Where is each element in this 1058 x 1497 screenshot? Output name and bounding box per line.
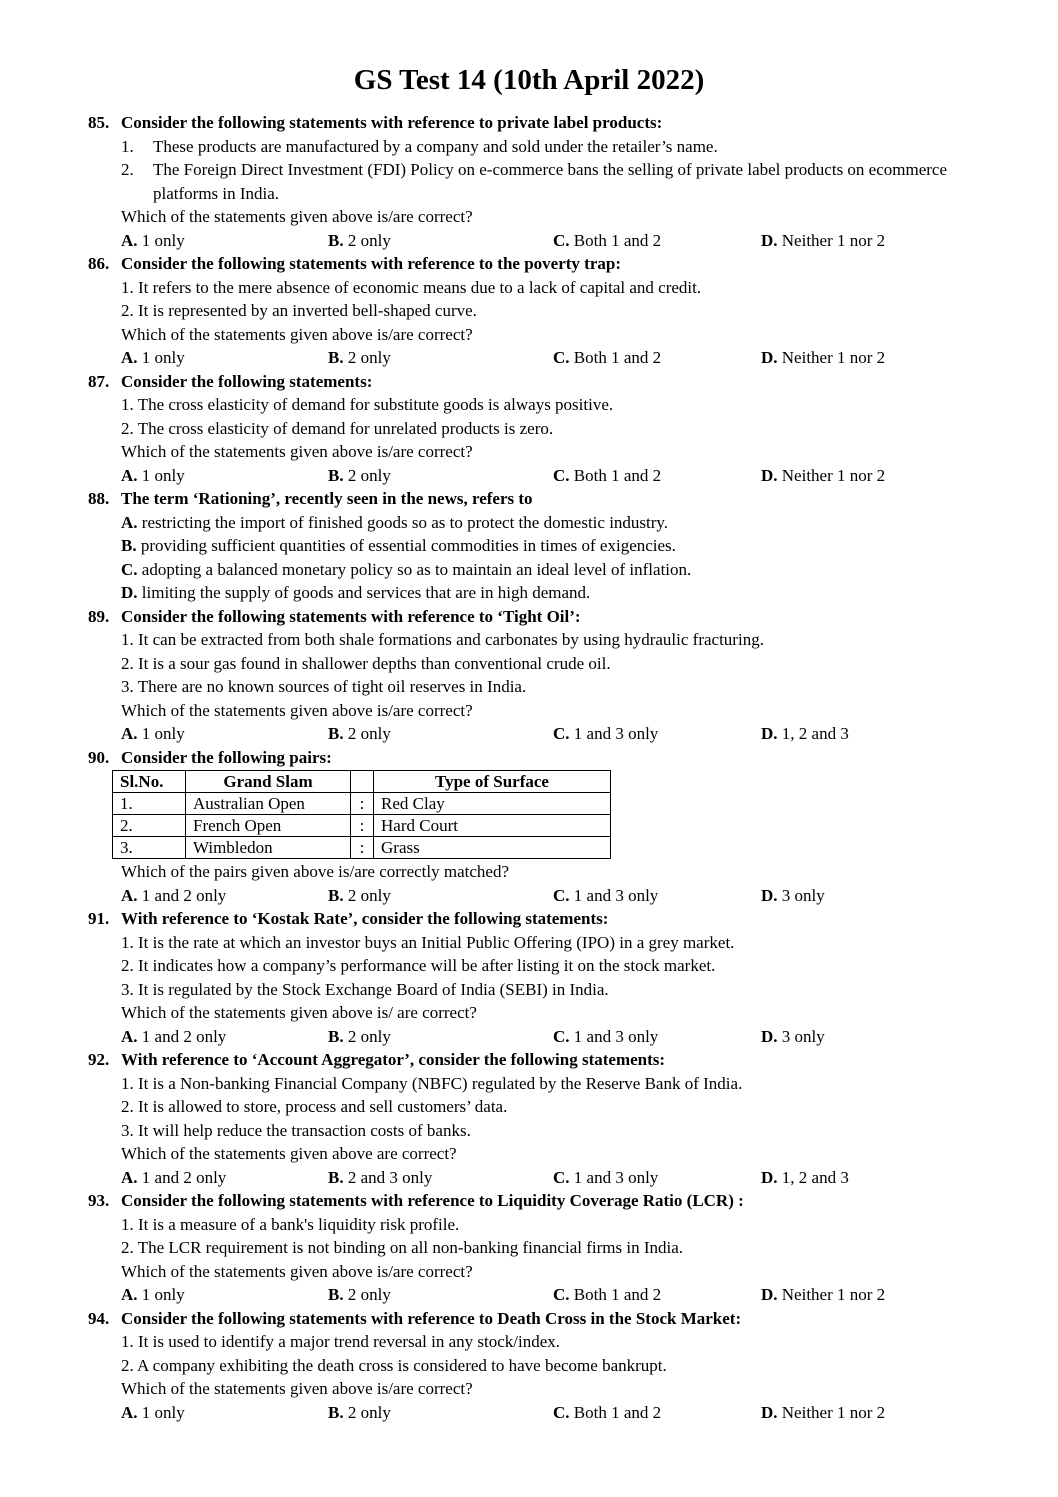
question-stem: 91. With reference to ‘Kostak Rate’, consider the following statements:	[88, 909, 609, 928]
option-b: B. 2 only	[328, 1026, 391, 1046]
question-list	[88, 111, 988, 1424]
option-d: D. Neither 1 nor 2	[761, 465, 886, 485]
statement: 1. It refers to the mere absence of economic means due to a lack of capital and credit.	[121, 277, 702, 297]
question-85	[88, 111, 988, 252]
question-91	[88, 907, 988, 1048]
question-prompt: Which of the statements given above are correct?	[121, 1144, 457, 1163]
statement: 2. It indicates how a company’s performance will be after listing it on the stock market.	[121, 956, 716, 975]
statement: 1. It is a measure of a bank's liquidity risk profile.	[121, 1214, 460, 1234]
statement: 1. The cross elasticity of demand for substitute goods is always positive.	[121, 395, 614, 414]
option-c: C. 1 and 3 only	[553, 1026, 659, 1046]
option-d: D. Neither 1 nor 2	[761, 1285, 886, 1304]
question-89	[88, 605, 988, 746]
option-c: C. Both 1 and 2	[553, 348, 662, 367]
option-d: D. 1, 2 and 3	[761, 1167, 849, 1187]
option-d: D. Neither 1 nor 2	[761, 348, 886, 367]
option-a: A. 1 only	[121, 465, 185, 485]
table-row: 1. Australian Open : Red Clay	[113, 793, 611, 815]
question-stem: 85. Consider the following statements with reference to private label products:	[88, 113, 663, 132]
statement: 2. It is a sour gas found in shallower depths than conventional crude oil.	[121, 653, 611, 673]
answer-options	[88, 1025, 988, 1049]
answer-options	[88, 346, 988, 370]
option-a: A. 1 and 2 only	[121, 1026, 227, 1046]
option-a: A. 1 only	[121, 724, 185, 743]
option-d: D. 1, 2 and 3	[761, 724, 849, 743]
option-b: B. 2 only	[328, 348, 391, 367]
option-c: C. 1 and 3 only	[553, 1167, 659, 1187]
question-stem: 93. Consider the following statements with reference to Liquidity Coverage Ratio (LCR) :	[88, 1191, 744, 1210]
question-93	[88, 1189, 988, 1307]
statement: 2. It is represented by an inverted bell-shaped curve.	[121, 301, 477, 320]
table-row: 2. French Open : Hard Court	[113, 815, 611, 837]
statement: 3. It will help reduce the transaction costs of banks.	[121, 1120, 471, 1140]
question-stem: 92. With reference to ‘Account Aggregator’, consider the following statements:	[88, 1050, 666, 1069]
question-prompt: Which of the statements given above is/are correct?	[121, 1379, 473, 1398]
table-row: 3. Wimbledon : Grass	[113, 837, 611, 859]
question-prompt: Which of the statements given above is/are correct?	[121, 442, 473, 461]
pairs-table	[112, 770, 611, 859]
statement: 2. A company exhibiting the death cross is considered to have become bankrupt.	[121, 1355, 667, 1375]
question-prompt: Which of the pairs given above is/are correctly matched?	[121, 862, 509, 881]
option-d: D. Neither 1 nor 2	[761, 1402, 886, 1422]
option-d: D. 3 only	[761, 885, 825, 905]
option-b: B. 2 only	[328, 230, 391, 250]
option-b: B. 2 only	[328, 1402, 391, 1422]
answer-options	[88, 1283, 988, 1307]
option-c: C. Both 1 and 2	[553, 230, 662, 250]
option-b: B. 2 only	[328, 885, 391, 905]
page-title: GS Test 14 (10th April 2022)	[353, 64, 705, 96]
statement: 1. It is used to identify a major trend reversal in any stock/index.	[121, 1332, 561, 1351]
answer-options	[88, 229, 988, 253]
question-stem: 88. The term ‘Rationing’, recently seen in the news, refers to	[88, 489, 533, 508]
question-88	[88, 487, 988, 605]
question-stem: 86. Consider the following statements with reference to the poverty trap:	[88, 254, 621, 273]
question-prompt: Which of the statements given above is/ are correct?	[121, 1003, 477, 1022]
statement: 2. The cross elasticity of demand for unrelated products is zero.	[121, 418, 554, 438]
question-94	[88, 1307, 988, 1425]
statement: 1. It can be extracted from both shale formations and carbonates by using hydraulic fracturing.	[121, 630, 764, 649]
option-c: C. Both 1 and 2	[553, 1285, 662, 1304]
question-prompt: Which of the statements given above is/are correct?	[121, 1261, 473, 1281]
question-87	[88, 370, 988, 488]
question-90	[88, 746, 988, 908]
statement: 2. The Foreign Direct Investment (FDI) Policy on e-commerce bans the selling of private label products on ecommerce platforms in India.	[121, 160, 948, 203]
column-header: Sl.No.	[113, 771, 186, 793]
table-header-row	[113, 771, 611, 793]
statement: 3. There are no known sources of tight oil reserves in India.	[121, 677, 527, 696]
answer-options	[88, 1401, 988, 1425]
option-b: B. 2 and 3 only	[328, 1167, 433, 1187]
question-stem: 89. Consider the following statements with reference to ‘Tight Oil’:	[88, 606, 581, 626]
choice-c: C. adopting a balanced monetary policy so as to maintain an ideal level of inflation.	[121, 559, 692, 579]
question-92	[88, 1048, 988, 1189]
option-a: A. 1 only	[121, 348, 185, 367]
option-a: A. 1 and 2 only	[121, 885, 227, 905]
answer-options	[88, 722, 988, 746]
option-a: A. 1 only	[121, 1402, 185, 1422]
column-header: Grand Slam	[186, 771, 351, 793]
option-c: C. 1 and 3 only	[553, 885, 659, 905]
statement: 2. The LCR requirement is not binding on all non-banking financial firms in India.	[121, 1238, 683, 1257]
question-stem: 94. Consider the following statements with reference to Death Cross in the Stock Market:	[88, 1308, 742, 1328]
option-d: D. Neither 1 nor 2	[761, 230, 886, 250]
answer-options	[88, 884, 988, 908]
option-b: B. 2 only	[328, 465, 391, 485]
option-a: A. 1 only	[121, 230, 185, 250]
choice-d: D. limiting the supply of goods and services that are in high demand.	[121, 583, 591, 602]
statement: 1. It is the rate at which an investor buys an Initial Public Offering (IPO) in a grey market.	[121, 932, 735, 952]
option-b: B. 2 only	[328, 1285, 391, 1304]
question-86	[88, 252, 988, 370]
question-prompt: Which of the statements given above is/are correct?	[121, 700, 473, 720]
option-c: C. 1 and 3 only	[553, 724, 659, 743]
choice-b: B. providing sufficient quantities of essential commodities in times of exigencies.	[121, 536, 676, 555]
option-d: D. 3 only	[761, 1026, 825, 1046]
column-header: Type of Surface	[374, 771, 611, 793]
statement: 3. It is regulated by the Stock Exchange Board of India (SEBI) in India.	[121, 979, 609, 999]
option-a: A. 1 only	[121, 1285, 185, 1304]
choice-a: A. restricting the import of finished goods so as to protect the domestic industry.	[121, 512, 669, 532]
statement: 2. It is allowed to store, process and sell customers’ data.	[121, 1097, 508, 1116]
option-a: A. 1 and 2 only	[121, 1167, 227, 1187]
question-prompt: Which of the statements given above is/are correct?	[121, 324, 473, 344]
option-c: C. Both 1 and 2	[553, 465, 662, 485]
option-b: B. 2 only	[328, 724, 391, 743]
column-header-blank	[351, 771, 374, 793]
option-c: C. Both 1 and 2	[553, 1402, 662, 1422]
answer-options	[88, 464, 988, 488]
answer-options	[88, 1166, 988, 1190]
statement: 1. These products are manufactured by a company and sold under the retailer’s name.	[121, 136, 718, 156]
question-prompt: Which of the statements given above is/are correct?	[121, 207, 473, 226]
statement: 1. It is a Non-banking Financial Company (NBFC) regulated by the Reserve Bank of India.	[121, 1073, 743, 1093]
question-stem: 87. Consider the following statements:	[88, 371, 373, 391]
question-stem: 90. Consider the following pairs:	[88, 747, 332, 767]
